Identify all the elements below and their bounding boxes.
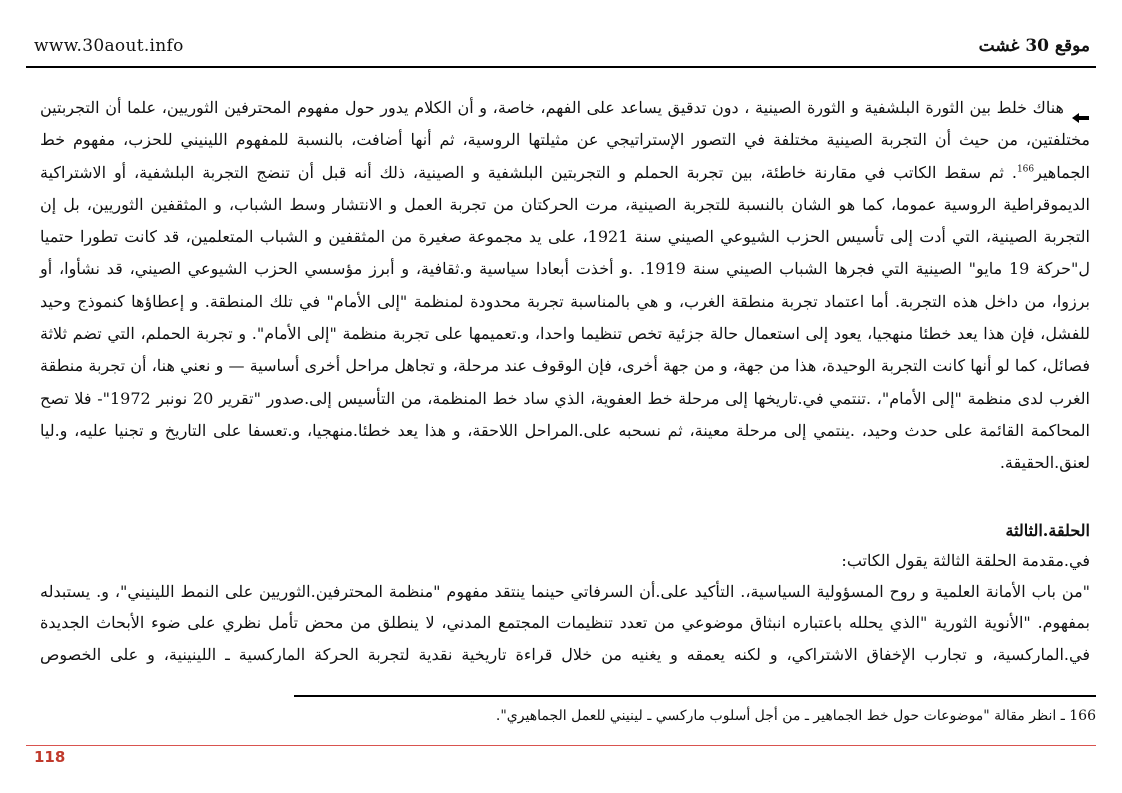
body-paragraph [40, 92, 1090, 480]
footnote-reference: 166 [1016, 164, 1035, 175]
paragraph-text-part-2: . ثم سقط الكاتب في مقارنة خاطئة، بين تجربة الحملم و التجربتين البلشفية و الصينية، ذلك أنه قبل أن تنضج التجربة البلشفية، أو الاشتراكية الديموقراطية الروسية عموما، كما هو الشان بالنسبة للتجربة الصينية، مرت الحركتان من تجربة العمل و الانتشار وسط الشباب، و المثقفين الثوريين، بل إن التجربة الصينية، التي أدت إلى تأسيس الحزب الشيوعي الصيني سنة 1921، على يد مجموعة صغيرة من المثقفين و الشباب المتعلمين، قد كانت تطورا حتميا ل"حركة 19 مايو" الصينية التي فجرها الشباب الصيني سنة 1919. .و أخذت أبعادا سياسية و.ثقافية، و أبرز مؤسسي الحزب الشيوعي الصيني، قد نشأوا، أو برزوا، من داخل هذه التجربة. أما اعتماد تجربة منطقة الغرب، و هي بالمناسبة تجربة محدودة لمنظمة "إلى الأمام" في تلك المنطقة. و إعطاؤها كنموذج وحيد للفشل، فإن هذا يعد خطئا منهجيا، يعود إلى استعمال حالة جزئية تخص تنظيما واحدا، و.تعميمها على تجربة منظمة "إلى الأمام". و تجربة الحملم، التي تضم ثلاثة فصائل، كما لو أنها كانت التجربة الوحيدة، هذا من جهة، و من جهة أخرى، فإن الوقوف عند مرحلة، و تجاهل مراحل أخرى أساسية — و نعني هنا، أن تجربة منطقة الغرب لدى منظمة "إلى الأمام"، .تنتمي في.تاريخها إلى مرحلة خط العفوية، الذي ساد خط المنظمة، من التأسيس إلى.صدور "تقرير 20 نونبر 1972"- فلا تصح المحاكمة القائمة على حدث وحيد، .ينتمي إلى مرحلة معينة، ثم نسحبه على.المراحل اللاحقة، و هذا يعد خطئا.منهجيا، و.تعسفا على التاريخ و تجنيا عليه، و.ليا لعنق.الحقيقة. [40, 162, 1091, 473]
site-url[interactable]: www.30aout.info [34, 36, 184, 56]
page-number: 118 [34, 748, 66, 766]
page-header [34, 36, 1090, 62]
quote-paragraph: "من باب الأمانة العلمية و روح المسؤولية السياسية،. التأكيد على.أن السرفاتي حينما ينتقد مفهوم "منظمة المحترفين.الثوريين على النمط اللينيني"، و. يستبدله بمفهوم. "الأنوية الثورية "الذي يحلله باعتباره انبثاق موضوعي من تعدد تنظيمات المجتمع المدني، لا ينطلق من محض تأمل نظري على ضوء الأبحاث الجديدة في.الماركسية، و تجارب الإخفاق الاشتراكي، و لكنه يعمقه و يغنيه من خلال قراءة تاريخية نقدية لتجربة الحركة الماركسية ـ اللينينية، و على الخصوص [40, 581, 1090, 664]
footnote-text: 166 ـ انظر مقالة "موضوعات حول خط الجماهير ـ من أجل أسلوب ماركسي ـ لينيني للعمل الجماهيري". [495, 708, 1096, 724]
page-body [40, 92, 1090, 670]
paragraph-text-part-1: هناك خلط بين الثورة البلشفية و الثورة الصينية ، دون تدقيق يساعد على الفهم، خاصة، و أن الكلام يدور حول مفهوم المحترفين الثوريين، علما أن التجربتين مختلفتين، من حيث أن التجربة الصينية مختلفة في التصور الإستراتيجي عن مثيلتها الروسية، ثم أنها أضافت، بالنسبة للمفهوم اللينيني للحزب، مفهوم خط الجماهير [40, 98, 1090, 182]
pointing-hand-icon [1072, 103, 1090, 115]
header-divider [26, 66, 1096, 68]
intro-line: في.مقدمة الحلقة الثالثة يقول الكاتب: [841, 550, 1090, 570]
section-title: الحلقة.الثالثة [1005, 520, 1090, 540]
site-name: موقع 30 غشت [978, 36, 1090, 56]
footer-divider [26, 745, 1096, 746]
footnote-divider [294, 695, 1096, 697]
